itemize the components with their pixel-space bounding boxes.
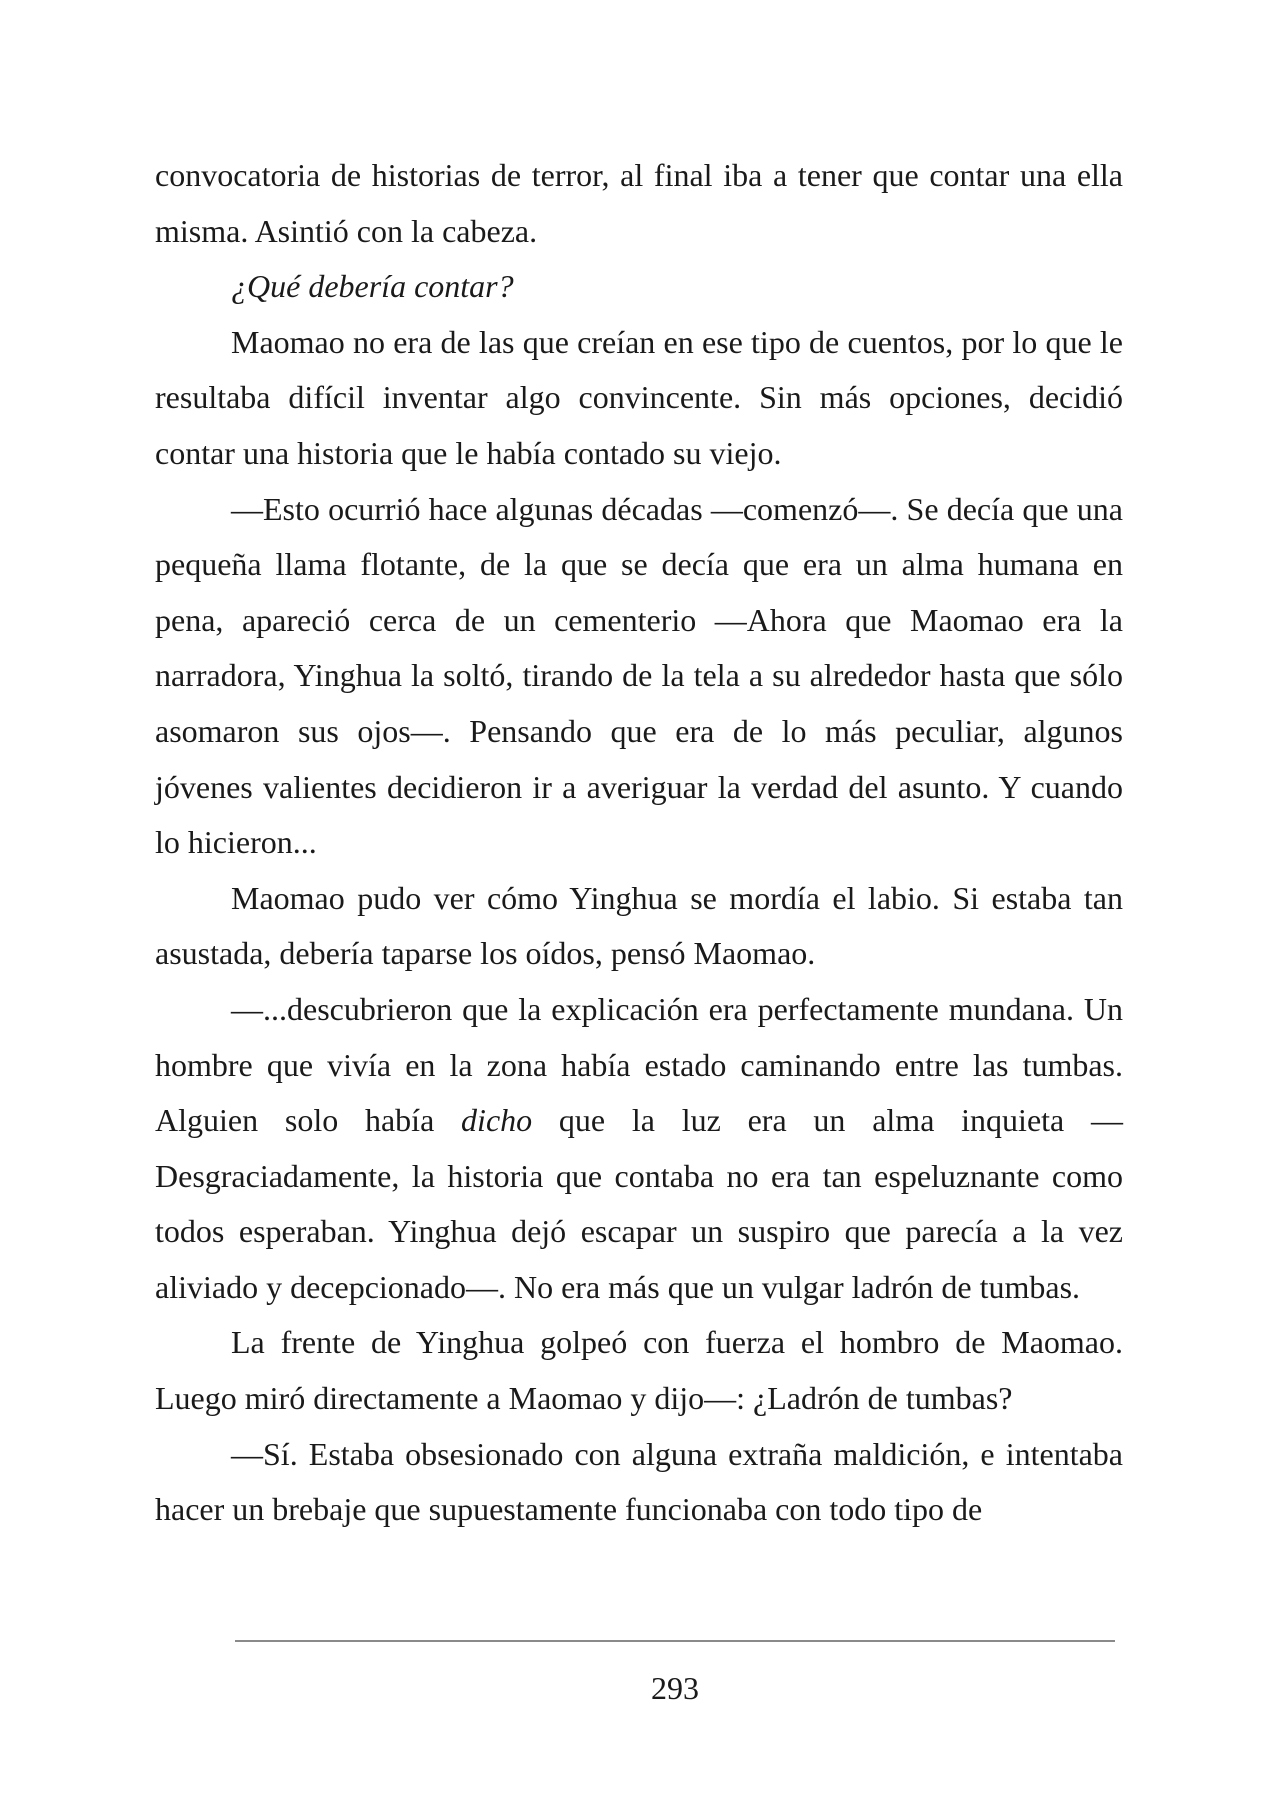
paragraph	[155, 1427, 1123, 1538]
paragraph	[155, 1315, 1123, 1426]
paragraph-text: La frente de Yinghua golpeó con fuerza el hombro de Maomao. Luego miró directamente a Maomao y dijo—: ¿Ladrón de tumbas?	[155, 1324, 1123, 1417]
paragraph-text: Maomao no era de las que creían en ese tipo de cuentos, por lo que le resultaba difícil inventar algo convincente. Sin más opciones, decidió contar una historia que le había contado su viejo.	[155, 323, 1123, 471]
paragraph-text: que la luz era un alma inquieta —Desgraciadamente, la historia que contaba no era tan espeluznante como todos esperaban. Yinghua dejó escapar un suspiro que parecía a la vez aliviado y decepcionado—. No era más que un vulgar ladrón de tumbas.	[155, 1102, 1124, 1305]
paragraph-text: —...descubrieron que la explicación era perfectamente mundana. Un hombre que vivía en la zona había estado caminando entre las tumbas. Alguien solo había	[155, 990, 1123, 1139]
italic-text: dicho	[461, 1102, 533, 1139]
footer-divider	[235, 1640, 1115, 1642]
paragraph	[155, 482, 1123, 871]
paragraph-text: —Sí. Estaba obsesionado con alguna extraña maldición, e intentaba hacer un brebaje que supuestamente funcionaba con todo tipo de	[155, 1435, 1123, 1528]
page-body-text	[155, 148, 1123, 1538]
italic-text: ¿Qué debería contar?	[231, 268, 514, 305]
page-number: 293	[651, 1670, 699, 1706]
paragraph	[155, 148, 1123, 259]
paragraph	[155, 315, 1123, 482]
paragraph	[155, 982, 1123, 1316]
paragraph-text: convocatoria de historias de terror, al final iba a tener que contar una ella misma. Asintió con la cabeza.	[155, 157, 1123, 249]
paragraph-text: Maomao pudo ver cómo Yinghua se mordía el labio. Si estaba tan asustada, debería taparse los oídos, pensó Maomao.	[155, 879, 1123, 972]
paragraph-text: —Esto ocurrió hace algunas décadas —comenzó—. Se decía que una pequeña llama flotante, de la que se decía que era un alma humana en pena, apareció cerca de un cementerio —Ahora que Maomao era la narradora, Yinghua la soltó, tirando de la tela a su alrededor hasta que sólo asomaron sus ojos—. Pensando que era de lo más peculiar, algunos jóvenes valientes decidieron ir a averiguar la verdad del asunto. Y cuando lo hicieron...	[155, 490, 1123, 861]
paragraph	[155, 871, 1123, 982]
paragraph	[155, 259, 1123, 315]
